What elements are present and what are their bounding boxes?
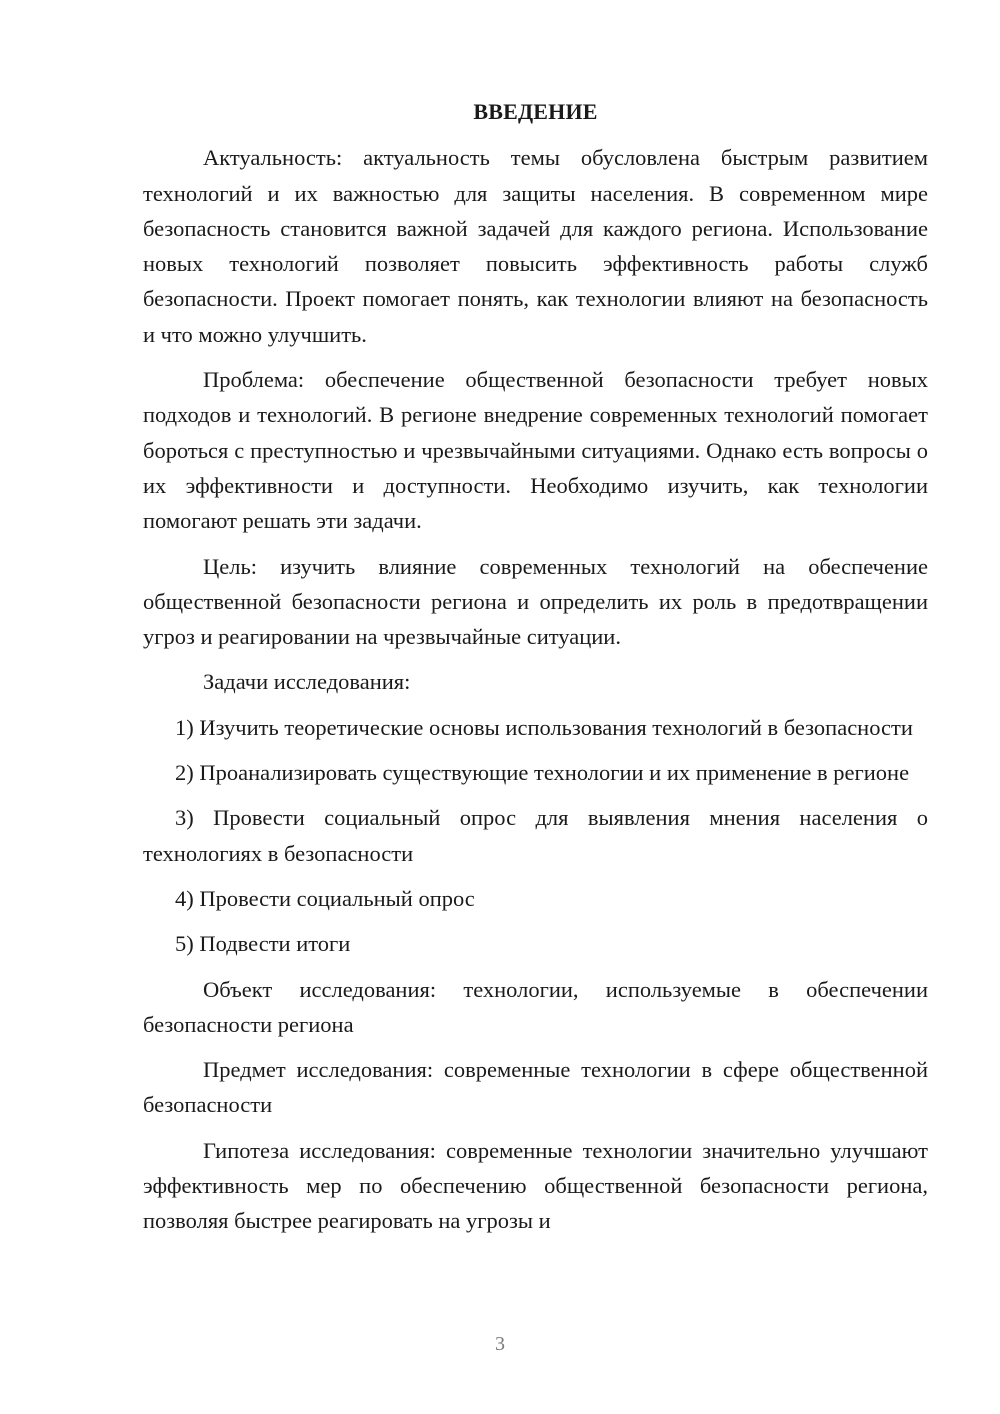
paragraph-goal: Цель: изучить влияние современных технологий на обеспечение общественной безопасности региона и определить их роль в предотвращении угроз и реагировании на чрезвычайные ситуации. [143, 553, 928, 650]
task-item-2: 2) Проанализировать существующие технологии и их применение в регионе [175, 760, 910, 786]
document-page [143, 94, 928, 1239]
task-item-1: 1) Изучить теоретические основы использования технологий в безопасности [175, 714, 913, 740]
tasks-list [143, 710, 928, 962]
paragraph-subject: Предмет исследования: современные технологии в сфере общественной безопасности [143, 1057, 928, 1118]
task-item-5: 5) Подвести итоги [175, 931, 351, 957]
paragraph-relevance: Актуальность: актуальность темы обусловлена быстрым развитием технологий и их важностью для защиты населения. В современном мире безопасность становится важной задачей для каждого региона. Использование новых технологий позволяет повысить эффективность работы служб безопасности. Проект помогает понять, как технологии влияют на безопасность и что можно улучшить. [143, 145, 928, 347]
document-title: ВВЕДЕНИЕ [473, 99, 598, 124]
paragraph-object: Объект исследования: технологии, используемые в обеспечении безопасности региона [143, 976, 928, 1037]
task-item-4: 4) Провести социальный опрос [175, 885, 475, 911]
paragraph-hypothesis: Гипотеза исследования: современные технологии значительно улучшают эффективность мер по обеспечению общественной безопасности региона, позволяя быстрее реагировать на угрозы и [143, 1137, 928, 1234]
task-item-3: 3) Провести социальный опрос для выявления мнения населения о технологиях в безопасности [143, 805, 928, 866]
tasks-heading: Задачи исследования: [203, 669, 411, 695]
paragraph-problem: Проблема: обеспечение общественной безопасности требует новых подходов и технологий. В регионе внедрение современных технологий помогает бороться с преступностью и чрезвычайными ситуациями. Однако есть вопросы о их эффективности и доступности. Необходимо изучить, как технологии помогают решать эти задачи. [143, 367, 928, 534]
page-number: 3 [495, 1333, 505, 1355]
